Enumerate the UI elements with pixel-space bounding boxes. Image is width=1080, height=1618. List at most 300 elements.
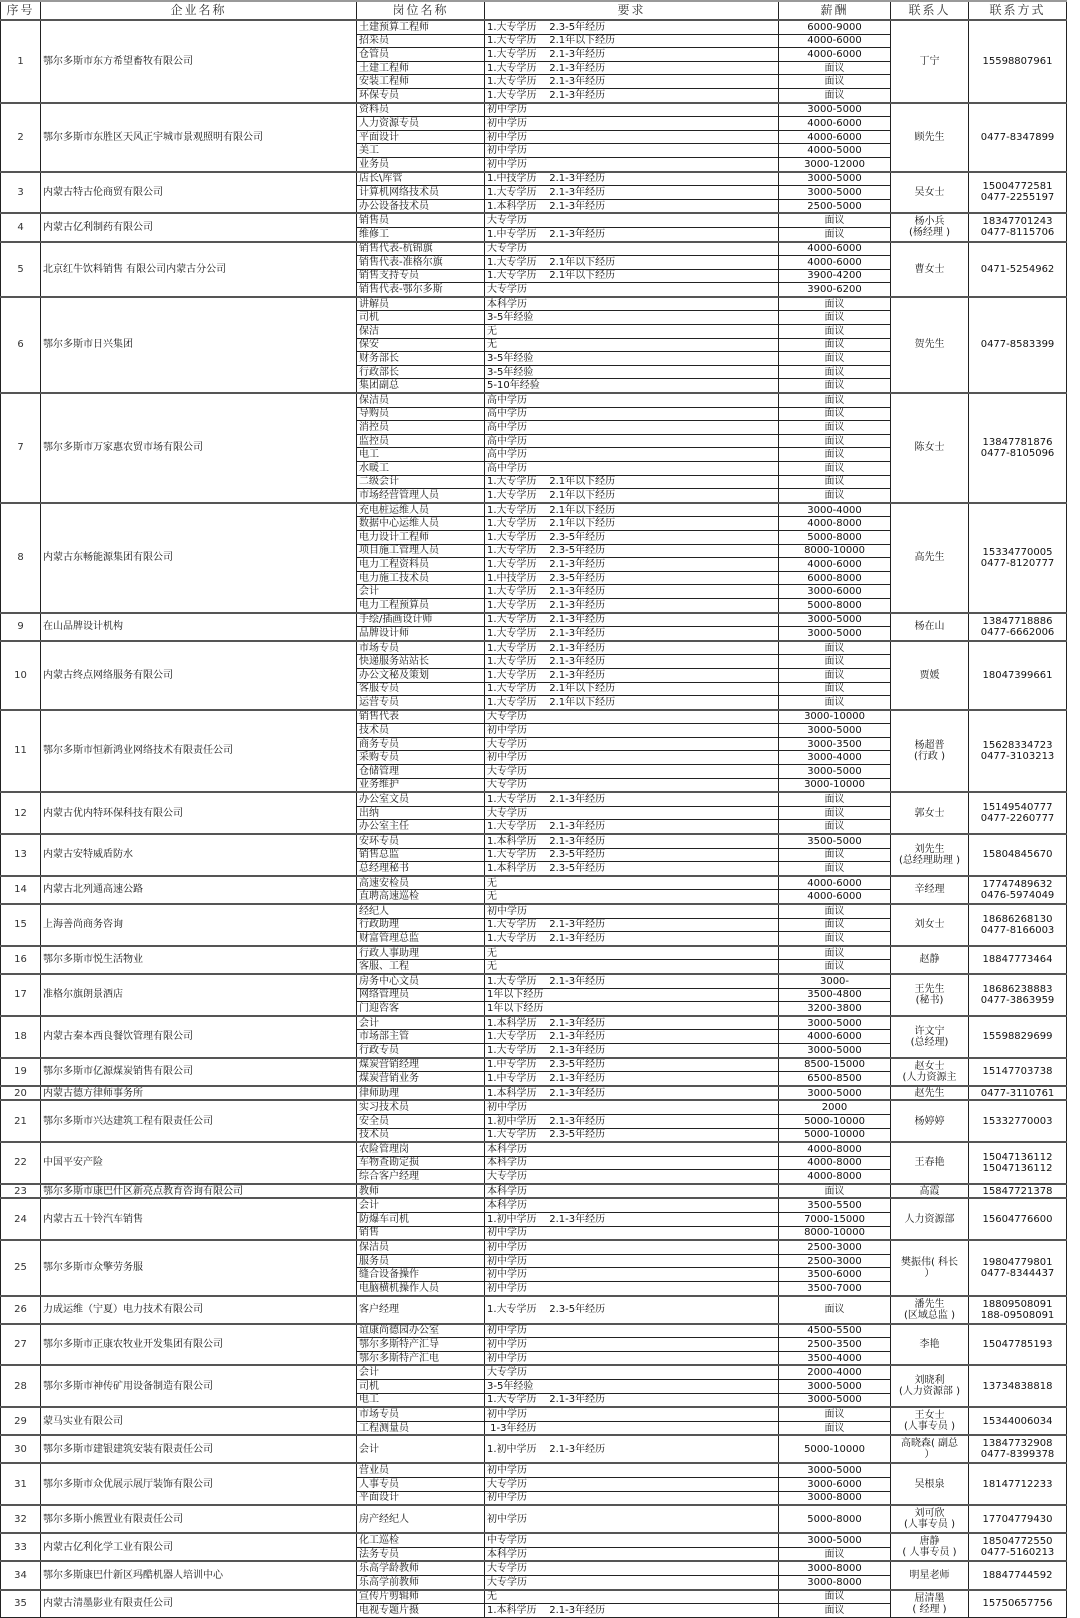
contact-person-line: 高先生	[914, 552, 945, 564]
salary-cell: 面议	[779, 696, 891, 710]
requirements-cell: 1.大专学历 2.1-3年经历	[485, 585, 779, 599]
phone-number-line: 0477-6662006	[980, 626, 1055, 638]
phone-number-line: 15332770003	[982, 1115, 1053, 1127]
position-cell: 办公文秘及策划	[357, 668, 485, 682]
requirements-cell: 1.大专学历 2.1年以下经历	[485, 34, 779, 48]
requirements-cell: 大专学历	[485, 1170, 779, 1184]
salary-cell: 3000-6000	[779, 1477, 891, 1491]
table-row	[1, 1435, 1067, 1463]
seq-cell: 30	[1, 1435, 41, 1463]
table-row	[1, 1184, 1067, 1199]
position-cell: 技术员	[357, 1128, 485, 1142]
position-cell: 仓储管理	[357, 765, 485, 779]
position-cell: 房务中心文员	[357, 974, 485, 988]
salary-cell: 6000-9000	[779, 20, 891, 34]
contact-person-cell	[891, 1086, 969, 1101]
seq-cell: 20	[1, 1086, 41, 1101]
salary-cell: 4500-5500	[779, 1324, 891, 1338]
requirements-cell: 1.大专学历 2.3-5年经历	[485, 530, 779, 544]
phone-cell	[969, 1198, 1067, 1240]
phone-number-line: 15628334723	[982, 739, 1053, 751]
contact-person-line: 郭女士	[914, 807, 945, 819]
requirements-cell: 大专学历	[485, 765, 779, 779]
position-cell: 销售员	[357, 213, 485, 227]
requirements-cell: 本科学历	[485, 1184, 779, 1199]
requirements-cell: 1.大专学历 2.1-3年经历	[485, 48, 779, 62]
salary-cell: 3000-4000	[779, 503, 891, 517]
phone-number-line: 15149540777	[982, 802, 1053, 814]
salary-cell: 面议	[779, 1296, 891, 1324]
salary-cell: 3000-10000	[779, 778, 891, 792]
position-cell: 市场专员	[357, 641, 485, 655]
salary-cell: 3500-7000	[779, 1282, 891, 1296]
contact-person-line: 屈清墨	[914, 1592, 945, 1604]
company-name-cell: 中国平安产险	[41, 1142, 357, 1184]
salary-cell: 3000-3500	[779, 737, 891, 751]
company-name-cell: 北京红牛饮料销售 有限公司内蒙古分公司	[41, 242, 357, 297]
phone-number-line: 13734838818	[982, 1380, 1053, 1392]
table-row	[1, 1324, 1067, 1338]
requirements-cell: 初中学历	[485, 724, 779, 738]
requirements-cell: 初中学历	[485, 1463, 779, 1477]
requirements-cell: 初中学历	[485, 1240, 779, 1254]
phone-cell	[969, 1435, 1067, 1463]
position-cell: 高速安检员	[357, 876, 485, 890]
contact-person-line: 贺先生	[914, 339, 945, 351]
requirements-cell: 初中学历	[485, 1407, 779, 1421]
company-name-cell: 内蒙古德方律师事务所	[41, 1086, 357, 1101]
seq-cell: 3	[1, 172, 41, 214]
phone-number-line: 0477-2260777	[980, 813, 1055, 825]
contact-person-cell	[891, 1016, 969, 1058]
salary-cell: 面议	[779, 379, 891, 393]
phone-cell	[969, 1590, 1067, 1618]
salary-cell: 面议	[779, 88, 891, 102]
phone-cell	[969, 1561, 1067, 1589]
contact-person-line: ）	[924, 1449, 935, 1461]
requirements-cell: 本科学历	[485, 1142, 779, 1156]
position-cell: 维修工	[357, 227, 485, 241]
phone-cell	[969, 876, 1067, 904]
position-cell: 人事专员	[357, 1477, 485, 1491]
seq-cell: 14	[1, 876, 41, 904]
position-cell: 防爆车司机	[357, 1213, 485, 1227]
requirements-cell: 大专学历	[485, 1561, 779, 1575]
salary-cell: 3500-4000	[779, 1351, 891, 1365]
requirements-cell: 3-5年经验	[485, 352, 779, 366]
salary-cell: 5000-8000	[779, 1505, 891, 1533]
salary-cell: 面议	[779, 448, 891, 462]
contact-person-line: (总经理助理 )	[899, 854, 960, 866]
phone-number-line: 18686238883	[982, 983, 1053, 995]
company-name-cell: 鄂尔多斯市悦生活物业	[41, 946, 357, 974]
position-cell: 商务专员	[357, 737, 485, 751]
salary-cell: 3000-4000	[779, 751, 891, 765]
requirements-cell: 初中学历	[485, 1505, 779, 1533]
seq-cell: 4	[1, 213, 41, 241]
position-cell: 技术员	[357, 724, 485, 738]
table-row	[1, 1296, 1067, 1324]
table-row	[1, 1016, 1067, 1030]
position-cell: 行政助理	[357, 918, 485, 932]
requirements-cell: 1.本科学历 2.1-3年经历	[485, 199, 779, 213]
contact-person-line: 杨小兵	[914, 216, 945, 228]
contact-person-cell	[891, 1058, 969, 1086]
table-row	[1, 1365, 1067, 1379]
position-cell: 安装工程师	[357, 75, 485, 89]
contact-person-cell	[891, 172, 969, 214]
phone-number-line: 18047399661	[982, 669, 1053, 681]
phone-cell	[969, 1240, 1067, 1295]
phone-number-line: 0477-8399378	[980, 1449, 1055, 1461]
salary-cell: 面议	[779, 960, 891, 974]
contact-person-cell	[891, 876, 969, 904]
salary-cell: 面议	[779, 1547, 891, 1561]
position-cell: 项目施工管理人员	[357, 544, 485, 558]
requirements-cell: 初中学历	[485, 130, 779, 144]
contact-person-line: 刘晓利	[914, 1375, 945, 1387]
table-row	[1, 1142, 1067, 1156]
requirements-cell: 高中学历	[485, 434, 779, 448]
phone-number-line: 0477-3103213	[980, 750, 1055, 762]
position-cell: 办公室文员	[357, 792, 485, 806]
salary-cell: 面议	[779, 1184, 891, 1199]
phone-number-line: 15598829699	[982, 1031, 1053, 1043]
contact-person-cell	[891, 641, 969, 710]
phone-number-line: 19804779801	[982, 1256, 1053, 1268]
contact-person-line: 辛经理	[914, 884, 945, 896]
requirements-cell: 1.大专学历 2.1-3年经历	[485, 932, 779, 946]
requirements-cell: 初中学历	[485, 1268, 779, 1282]
contact-person-cell	[891, 1365, 969, 1407]
salary-cell: 4000-8000	[779, 1170, 891, 1184]
requirements-cell: 初中学历	[485, 1324, 779, 1338]
table-row	[1, 1533, 1067, 1547]
phone-cell	[969, 213, 1067, 241]
contact-person-line: ）	[924, 1267, 935, 1279]
contact-person-line: (总经理)	[910, 1036, 949, 1048]
phone-number-line: 18809508091	[982, 1298, 1053, 1310]
contact-person-cell	[891, 904, 969, 946]
position-cell: 会计	[357, 1198, 485, 1212]
company-name-cell: 鄂尔多斯市众优展示展厅装饰有限公司	[41, 1463, 357, 1505]
requirements-cell: 1.大专学历 2.1年以下经历	[485, 682, 779, 696]
contact-person-cell	[891, 1198, 969, 1240]
phone-number-line: 0477-3110761	[980, 1087, 1055, 1099]
requirements-cell: 1.中专学历 2.1-3年经历	[485, 227, 779, 241]
salary-cell: 面议	[779, 918, 891, 932]
salary-cell: 4000-6000	[779, 48, 891, 62]
position-cell: 农险管理岗	[357, 1142, 485, 1156]
table-row	[1, 792, 1067, 806]
position-cell: 市场专员	[357, 1407, 485, 1421]
requirements-cell: 大专学历	[485, 1477, 779, 1491]
requirements-cell: 1.大专学历 2.1年以下经历	[485, 517, 779, 531]
phone-number-line: 18504772550	[982, 1536, 1053, 1548]
position-cell: 安全员	[357, 1114, 485, 1128]
contact-person-line: 唐静	[919, 1536, 940, 1548]
contact-person-cell	[891, 1533, 969, 1561]
requirements-cell: 大专学历	[485, 710, 779, 724]
requirements-cell: 1年以下经历	[485, 988, 779, 1002]
contact-person-line: (杨经理 )	[909, 227, 950, 239]
salary-cell: 4000-6000	[779, 256, 891, 270]
requirements-cell: 大专学历	[485, 737, 779, 751]
salary-cell: 3200-3800	[779, 1002, 891, 1016]
salary-cell: 5000-10000	[779, 1435, 891, 1463]
position-cell: 采购专员	[357, 751, 485, 765]
salary-cell: 面议	[779, 462, 891, 476]
phone-cell	[969, 1407, 1067, 1435]
contact-person-line: 丁宁	[919, 55, 940, 67]
phone-cell	[969, 904, 1067, 946]
contact-person-line: 顾先生	[914, 131, 945, 143]
salary-cell: 3000-6000	[779, 585, 891, 599]
phone-number-line: 17747489632	[982, 878, 1053, 890]
phone-cell	[969, 503, 1067, 613]
position-cell: 会计	[357, 1365, 485, 1379]
requirements-cell: 大专学历	[485, 1575, 779, 1589]
contact-person-line: 赵静	[919, 954, 940, 966]
header-contact: 联系人	[891, 1, 969, 20]
contact-person-line: (人事专员 )	[904, 1421, 955, 1433]
requirements-cell: 初中学历	[485, 1282, 779, 1296]
position-cell: 手绘/插画设计师	[357, 613, 485, 627]
contact-person-line: 王先生	[914, 983, 945, 995]
phone-cell	[969, 1184, 1067, 1199]
contact-person-line: 李艳	[919, 1339, 940, 1351]
phone-number-line: 13847732908	[982, 1438, 1053, 1450]
phone-number-line: 18847773464	[982, 954, 1053, 966]
salary-cell: 4000-6000	[779, 1030, 891, 1044]
table-row	[1, 1100, 1067, 1114]
phone-cell	[969, 242, 1067, 297]
phone-number-line: 0477-8583399	[980, 339, 1055, 351]
position-cell: 车物查勘定损	[357, 1156, 485, 1170]
table-row	[1, 1505, 1067, 1533]
requirements-cell: 3-5年经验	[485, 1380, 779, 1394]
company-name-cell: 鄂尔多斯市建银建筑安装有限责任公司	[41, 1435, 357, 1463]
phone-cell	[969, 172, 1067, 214]
position-cell: 电工	[357, 448, 485, 462]
requirements-cell: 1.本科学历 2.1-3年经历	[485, 1016, 779, 1030]
phone-cell	[969, 641, 1067, 710]
requirements-cell: 1.大专学历 2.1-3年经历	[485, 1030, 779, 1044]
salary-cell: 3500-5000	[779, 834, 891, 848]
requirements-cell: 1.本科学历 2.1-3年经历	[485, 1086, 779, 1101]
salary-cell: 面议	[779, 792, 891, 806]
salary-cell: 3000-5000	[779, 1393, 891, 1407]
phone-number-line: 15344006034	[982, 1415, 1053, 1427]
requirements-cell: 本科学历	[485, 297, 779, 311]
position-cell: 客服专员	[357, 682, 485, 696]
company-name-cell: 内蒙古北列通高速公路	[41, 876, 357, 904]
requirements-cell: 1.大专学历 2.1-3年经历	[485, 974, 779, 988]
position-cell: 资料员	[357, 103, 485, 117]
requirements-cell: 初中学历	[485, 904, 779, 918]
position-cell: 综合客户经理	[357, 1170, 485, 1184]
position-cell: 乐高学龄教师	[357, 1561, 485, 1575]
phone-number-line: 0477-2255197	[980, 192, 1055, 204]
position-cell: 电力工程预算员	[357, 598, 485, 612]
position-cell: 办公室主任	[357, 820, 485, 834]
requirements-cell: 无	[485, 325, 779, 339]
seq-cell: 12	[1, 792, 41, 834]
contact-person-line: 王女士	[914, 1410, 945, 1422]
phone-number-line: 15147703738	[982, 1066, 1053, 1078]
table-row	[1, 242, 1067, 256]
position-cell: 客户经理	[357, 1296, 485, 1324]
position-cell: 财务部长	[357, 352, 485, 366]
contact-person-line: 杨婷婷	[914, 1115, 945, 1127]
position-cell: 保洁员	[357, 1240, 485, 1254]
salary-cell: 面议	[779, 946, 891, 960]
salary-cell: 面议	[779, 1421, 891, 1435]
position-cell: 平面设计	[357, 130, 485, 144]
salary-cell: 面议	[779, 407, 891, 421]
position-cell: 保洁	[357, 325, 485, 339]
company-name-cell: 鄂尔多斯市康巴什区新亮点教育咨询有限公司	[41, 1184, 357, 1199]
contact-person-cell	[891, 20, 969, 103]
phone-cell	[969, 1058, 1067, 1086]
requirements-cell: 1.大专学历 2.1-3年经历	[485, 613, 779, 627]
requirements-cell: 1.大专学历 2.1年以下经历	[485, 269, 779, 283]
contact-person-line: (人力资源部 )	[899, 1386, 960, 1398]
position-cell: 电工	[357, 1393, 485, 1407]
salary-cell: 4000-6000	[779, 558, 891, 572]
phone-number-line: 0477-8166003	[980, 924, 1055, 936]
phone-number-line: 18347701243	[982, 216, 1053, 228]
salary-cell: 3000-5000	[779, 1463, 891, 1477]
salary-cell: 面议	[779, 682, 891, 696]
company-name-cell: 上海善尚商务咨询	[41, 904, 357, 946]
seq-cell: 18	[1, 1016, 41, 1058]
requirements-cell: 无	[485, 876, 779, 890]
contact-person-cell	[891, 792, 969, 834]
salary-cell: 3000-5000	[779, 627, 891, 641]
requirements-cell: 1.大专学历 2.1年以下经历	[485, 696, 779, 710]
requirements-cell: 大专学历	[485, 778, 779, 792]
position-cell: 司机	[357, 311, 485, 325]
phone-cell	[969, 1463, 1067, 1505]
requirements-cell: 1.大专学历 2.1-3年经历	[485, 655, 779, 669]
position-cell: 行政部长	[357, 365, 485, 379]
requirements-cell: 无	[485, 1590, 779, 1604]
table-row	[1, 1240, 1067, 1254]
salary-cell: 5000-10000	[779, 1128, 891, 1142]
header-requirements: 要求	[485, 1, 779, 20]
phone-number-line: 15047785193	[982, 1339, 1053, 1351]
company-name-cell: 内蒙古清墨影业有限责任公司	[41, 1590, 357, 1618]
requirements-cell: 大专学历	[485, 242, 779, 256]
salary-cell: 面议	[779, 227, 891, 241]
requirements-cell: 初中学历	[485, 157, 779, 171]
contact-person-cell	[891, 1590, 969, 1618]
seq-cell: 33	[1, 1533, 41, 1561]
company-name-cell: 鄂尔多斯市万家惠农贸市场有限公司	[41, 393, 357, 503]
position-cell: 财富管理总监	[357, 932, 485, 946]
phone-cell	[969, 792, 1067, 834]
salary-cell: 面议	[779, 820, 891, 834]
seq-cell: 25	[1, 1240, 41, 1295]
position-cell: 充电桩运维人员	[357, 503, 485, 517]
salary-cell: 3000-5000	[779, 1533, 891, 1547]
requirements-cell: 高中学历	[485, 407, 779, 421]
header-salary: 薪酬	[779, 1, 891, 20]
seq-cell: 13	[1, 834, 41, 876]
requirements-cell: 1.大专学历 2.3-5年经历	[485, 20, 779, 34]
position-cell: 二级会计	[357, 475, 485, 489]
position-cell: 网络管理员	[357, 988, 485, 1002]
company-name-cell: 鄂尔多斯市恒新鸿业网络技术有限责任公司	[41, 710, 357, 793]
position-cell: 电力施工技术员	[357, 571, 485, 585]
requirements-cell: 1.大专学历 2.1-3年经历	[485, 186, 779, 200]
salary-cell: 面议	[779, 1590, 891, 1604]
seq-cell: 23	[1, 1184, 41, 1199]
contact-person-line: 许文宁	[914, 1025, 945, 1037]
phone-number-line: 0477-3863959	[980, 994, 1055, 1006]
salary-cell: 面议	[779, 434, 891, 448]
requirements-cell: 1.大专学历 2.1年以下经历	[485, 256, 779, 270]
contact-person-cell	[891, 213, 969, 241]
salary-cell: 面议	[779, 932, 891, 946]
position-cell: 安环专员	[357, 834, 485, 848]
position-cell: 销售支持专员	[357, 269, 485, 283]
table-row	[1, 1463, 1067, 1477]
phone-number-line: 18147712233	[982, 1478, 1053, 1490]
position-cell: 消控员	[357, 421, 485, 435]
salary-cell: 面议	[779, 297, 891, 311]
phone-number-line: 0477-8115706	[980, 227, 1055, 239]
contact-person-cell	[891, 1463, 969, 1505]
salary-cell: 面议	[779, 393, 891, 407]
phone-number-line: 15334770005	[982, 546, 1053, 558]
salary-cell: 6000-8000	[779, 571, 891, 585]
salary-cell: 4000-8000	[779, 1156, 891, 1170]
position-cell: 会计	[357, 585, 485, 599]
requirements-cell: 无	[485, 946, 779, 960]
salary-cell: 3900-4200	[779, 269, 891, 283]
position-cell: 市场经营管理人员	[357, 489, 485, 503]
company-name-cell: 内蒙古五十铃汽车销售	[41, 1198, 357, 1240]
position-cell: 水暖工	[357, 462, 485, 476]
position-cell: 律师助理	[357, 1086, 485, 1101]
contact-person-line: 高霞	[919, 1185, 940, 1197]
salary-cell: 面议	[779, 75, 891, 89]
salary-cell: 8500-15000	[779, 1058, 891, 1072]
contact-person-cell	[891, 103, 969, 172]
requirements-cell: 初中学历	[485, 1254, 779, 1268]
contact-person-cell	[891, 613, 969, 641]
salary-cell: 3000-5000	[779, 103, 891, 117]
position-cell: 计算机网络技术员	[357, 186, 485, 200]
phone-number-line: 15847721378	[982, 1185, 1053, 1197]
company-name-cell: 内蒙古亿利化学工业有限公司	[41, 1533, 357, 1561]
seq-cell: 16	[1, 946, 41, 974]
requirements-cell: 初中学历	[485, 1491, 779, 1505]
contact-person-line: 陈女士	[914, 442, 945, 454]
seq-cell: 10	[1, 641, 41, 710]
requirements-cell: 1.大专学历 2.3-5年经历	[485, 1296, 779, 1324]
position-cell: 美工	[357, 144, 485, 158]
contact-person-cell	[891, 1561, 969, 1589]
requirements-cell: 1.大专学历 2.1年以下经历	[485, 503, 779, 517]
salary-cell: 3000-	[779, 974, 891, 988]
salary-cell: 面议	[779, 904, 891, 918]
position-cell: 监控员	[357, 434, 485, 448]
contact-person-cell	[891, 1240, 969, 1295]
position-cell: 缝合设备操作	[357, 1268, 485, 1282]
